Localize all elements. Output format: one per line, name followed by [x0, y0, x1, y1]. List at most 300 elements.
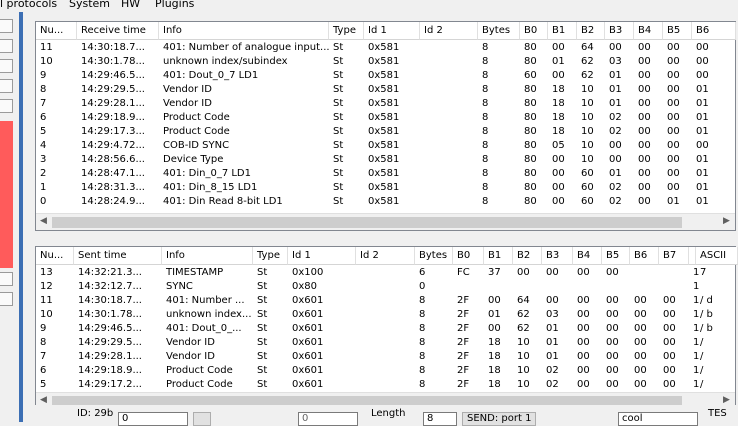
table-row[interactable]	[36, 336, 738, 350]
b0-cell: 2F	[457, 337, 470, 348]
menu-hw[interactable]: HW	[121, 0, 141, 10]
receive-time-cell: 14:28:24.9...	[81, 196, 145, 207]
b4-cell: 00	[638, 112, 651, 123]
sent-time-cell: 14:29:17.2...	[78, 379, 142, 390]
b2-cell	[513, 280, 542, 294]
b3-cell: 01	[546, 323, 559, 334]
id1-cell: 0x601	[292, 295, 324, 306]
b0-cell: 60	[524, 70, 537, 81]
type-cell: St	[333, 84, 344, 95]
b5-column-header[interactable]: B5	[663, 22, 692, 40]
b0-cell: 80	[524, 42, 537, 53]
id1-cell: 0x581	[368, 56, 400, 67]
info-column-header[interactable]: Info	[162, 247, 253, 265]
data-input-value: 0	[302, 413, 309, 424]
b3-cell: 02	[609, 196, 622, 207]
b4-cell: 00	[638, 154, 651, 165]
table-row[interactable]	[36, 322, 738, 336]
sent-message-table	[35, 246, 736, 408]
flag-cell: 1	[693, 295, 700, 306]
b6-cell: 01	[696, 98, 709, 109]
id1-column-header[interactable]: Id 1	[288, 247, 356, 265]
id-dropdown-button[interactable]	[193, 412, 211, 426]
b0-cell: 2F	[457, 379, 470, 390]
b2-cell: 60	[581, 168, 594, 179]
number-cell: 10	[40, 309, 53, 320]
b3-cell: 00	[546, 267, 559, 278]
b1-cell: 18	[552, 84, 565, 95]
b5-cell: 00	[667, 140, 680, 151]
receive-time-cell: 14:30:18.7...	[81, 42, 145, 53]
table-row[interactable]	[36, 125, 736, 139]
scroll-left-icon[interactable]: ◀	[40, 395, 47, 405]
scroll-right-icon[interactable]: ▶	[723, 216, 730, 226]
b2-cell: 10	[517, 337, 530, 348]
bytes-cell: 8	[482, 112, 489, 123]
id2-cell	[420, 181, 478, 195]
b6-column-header[interactable]: B6	[630, 247, 659, 265]
b5-cell: 00	[667, 168, 680, 179]
b1-cell: 00	[552, 168, 565, 179]
id2-cell	[420, 167, 478, 181]
id-input[interactable]	[118, 412, 188, 426]
bytes-cell: 8	[419, 309, 426, 320]
b3-cell	[542, 280, 573, 294]
bytes-cell: 8	[482, 98, 489, 109]
type-cell: St	[333, 168, 344, 179]
b0-cell: FC	[457, 267, 470, 278]
b4-column-header[interactable]: B4	[634, 22, 663, 40]
sent-time-cell: 14:29:18.9...	[78, 365, 142, 376]
receive-time-column-header[interactable]: Receive time	[77, 22, 159, 40]
b5-cell: 00	[606, 267, 619, 278]
b5-cell: 00	[667, 154, 680, 165]
b4-cell: 00	[638, 126, 651, 137]
b5-cell: 00	[667, 98, 680, 109]
menu-protocols[interactable]: l protocols	[0, 0, 58, 10]
info-cell: 401: Din_8_15 LD1	[163, 182, 258, 193]
b0-cell: 2F	[457, 295, 470, 306]
number-cell: 6	[40, 112, 47, 123]
b5-cell: 00	[606, 309, 619, 320]
sent-time-cell: 14:32:21.3...	[78, 267, 142, 278]
ascii-cell: 7	[700, 267, 707, 278]
b1-column-header[interactable]: B1	[484, 247, 513, 265]
type-cell: St	[333, 98, 344, 109]
b6-cell: 00	[634, 365, 647, 376]
b4-cell: 00	[577, 365, 590, 376]
table-row[interactable]	[36, 350, 738, 364]
b4-cell: 00	[638, 98, 651, 109]
b0-cell: 80	[524, 154, 537, 165]
ascii-cell: /	[700, 365, 704, 376]
id1-cell: 0x581	[368, 182, 400, 193]
b2-cell: 10	[581, 112, 594, 123]
b2-cell: 10	[581, 140, 594, 151]
flag-cell: 1	[693, 337, 700, 348]
sent-time-cell: 14:29:46.5...	[78, 323, 142, 334]
b0-column-header[interactable]: B0	[520, 22, 548, 40]
b6-cell: 00	[696, 140, 709, 151]
b1-cell: 00	[552, 42, 565, 53]
table-row[interactable]	[36, 181, 736, 195]
b4-cell: 00	[577, 351, 590, 362]
b4-cell: 00	[638, 196, 651, 207]
table-row[interactable]	[36, 69, 736, 83]
info-cell: 401: Dout_0_7 LD1	[163, 70, 259, 81]
info-cell: 401: Din_0_7 LD1	[163, 168, 251, 179]
b4-cell: 00	[577, 323, 590, 334]
id1-cell: 0x581	[368, 112, 400, 123]
id2-cell	[356, 280, 415, 294]
id1-cell: 0x581	[368, 42, 400, 53]
b3-cell: 02	[609, 112, 622, 123]
number-cell: 4	[40, 140, 47, 151]
bytes-column-header[interactable]: Bytes	[478, 22, 520, 40]
number-cell: 8	[40, 84, 47, 95]
sent-time-column-header[interactable]: Sent time	[74, 247, 162, 265]
info-cell: unknown index...	[166, 309, 252, 320]
bytes-cell: 8	[419, 337, 426, 348]
id2-cell	[356, 350, 415, 364]
type-column-header[interactable]: Type	[253, 247, 288, 265]
number-cell: 13	[40, 267, 53, 278]
receive-horizontal-scrollbar[interactable]	[36, 213, 735, 230]
scroll-right-icon[interactable]: ▶	[723, 395, 730, 405]
table-row[interactable]	[36, 308, 738, 322]
type-cell: St	[257, 337, 268, 348]
b1-cell: 00	[488, 323, 501, 334]
type-cell: St	[257, 295, 268, 306]
bytes-cell: 6	[419, 267, 426, 278]
b6-cell: 01	[696, 168, 709, 179]
info-cell: Vendor ID	[166, 351, 215, 362]
b7-cell: 00	[663, 365, 676, 376]
b2-cell: 62	[581, 70, 594, 81]
b4-cell: 00	[638, 56, 651, 67]
id2-cell	[420, 139, 478, 153]
b4-cell: 00	[638, 140, 651, 151]
b3-cell: 01	[609, 168, 622, 179]
bytes-cell: 8	[419, 351, 426, 362]
ascii-cell: / b	[700, 309, 713, 320]
bytes-cell: 8	[482, 154, 489, 165]
b0-cell: 80	[524, 196, 537, 207]
left-panel-button[interactable]	[0, 39, 13, 53]
id1-cell: 0x581	[368, 168, 400, 179]
sent-time-cell: 14:32:12.7...	[78, 281, 142, 292]
b1-cell: 18	[552, 112, 565, 123]
b6-cell: 01	[696, 84, 709, 95]
menu-system[interactable]: System	[69, 0, 111, 10]
b5-cell: 00	[606, 295, 619, 306]
b1-cell: 37	[488, 267, 501, 278]
b1-cell: 18	[488, 365, 501, 376]
b4-cell: 00	[577, 337, 590, 348]
b1-cell: 00	[488, 295, 501, 306]
flag-cell: 1	[693, 365, 700, 376]
b3-column-header[interactable]: B3	[605, 22, 634, 40]
bytes-cell: 8	[482, 70, 489, 81]
b5-cell: 00	[606, 337, 619, 348]
table-row[interactable]	[36, 41, 736, 55]
b6-column-header[interactable]: B6	[692, 22, 736, 40]
bytes-cell: 8	[419, 379, 426, 390]
table-row[interactable]	[36, 97, 736, 111]
ascii-cell: / b	[700, 323, 713, 334]
b0-column-header[interactable]: B0	[453, 247, 484, 265]
receive-time-cell: 14:30:1.78...	[81, 56, 145, 67]
b2-cell: 60	[581, 196, 594, 207]
sent-time-cell: 14:30:1.78...	[78, 309, 142, 320]
ascii-cell: /	[700, 379, 704, 390]
info-cell: unknown index/subindex	[163, 56, 288, 67]
b1-cell: 18	[552, 126, 565, 137]
b4-cell: 00	[638, 70, 651, 81]
id1-column-header[interactable]: Id 1	[364, 22, 420, 40]
table-row[interactable]	[36, 153, 736, 167]
b7-cell: 00	[663, 295, 676, 306]
send-toolbar	[25, 405, 736, 422]
receive-time-cell: 14:29:29.5...	[81, 84, 145, 95]
b6-cell: 00	[634, 323, 647, 334]
number-column-header[interactable]: Nu...	[36, 22, 77, 40]
b2-cell: 62	[581, 56, 594, 67]
flag-cell: 1	[693, 379, 700, 390]
id1-cell: 0x601	[292, 323, 324, 334]
bytes-cell: 8	[482, 182, 489, 193]
b0-cell: 2F	[457, 365, 470, 376]
table-row[interactable]	[36, 364, 738, 378]
table-row[interactable]	[36, 195, 736, 209]
b3-column-header[interactable]: B3	[542, 247, 573, 265]
left-panel-button[interactable]	[0, 19, 13, 33]
b6-cell: 00	[696, 42, 709, 53]
table-row[interactable]	[36, 111, 736, 125]
b7-column-header[interactable]: B7	[659, 247, 689, 265]
b1-cell: 00	[552, 182, 565, 193]
bytes-cell: 8	[482, 84, 489, 95]
id1-cell: 0x581	[368, 154, 400, 165]
status-indicator	[0, 121, 13, 268]
ascii-cell: /	[700, 337, 704, 348]
b3-cell: 03	[609, 56, 622, 67]
info-cell: Product Code	[163, 112, 230, 123]
b7-cell	[659, 280, 689, 294]
id1-cell: 0x601	[292, 309, 324, 320]
table-row[interactable]	[36, 294, 738, 308]
number-cell: 1	[40, 182, 47, 193]
b5-column-header[interactable]: B5	[602, 247, 630, 265]
type-cell: St	[257, 379, 268, 390]
number-cell: 0	[40, 196, 47, 207]
id2-cell	[356, 336, 415, 350]
b0-cell: 80	[524, 182, 537, 193]
send-button[interactable]: SEND: port 1	[462, 412, 536, 426]
b7-cell: 00	[663, 351, 676, 362]
b3-cell: 02	[609, 126, 622, 137]
b4-cell	[573, 280, 602, 294]
table-row[interactable]	[36, 83, 736, 97]
flag-column-header[interactable]	[689, 247, 696, 265]
info-column-header[interactable]: Info	[159, 22, 329, 40]
bytes-cell: 8	[419, 295, 426, 306]
left-panel-button[interactable]	[0, 79, 13, 93]
id2-cell	[420, 55, 478, 69]
b4-cell: 00	[638, 42, 651, 53]
menu-bar	[0, 0, 736, 12]
id2-cell	[420, 195, 478, 209]
type-cell: St	[333, 70, 344, 81]
number-cell: 5	[40, 126, 47, 137]
info-cell: Vendor ID	[163, 98, 212, 109]
ascii-column-header[interactable]: ASCII	[696, 247, 738, 265]
b4-column-header[interactable]: B4	[573, 247, 602, 265]
bytes-cell: 8	[482, 168, 489, 179]
b2-cell: 64	[517, 295, 530, 306]
length-input[interactable]	[423, 412, 457, 426]
left-panel-button[interactable]	[0, 292, 13, 306]
table-row[interactable]	[36, 266, 738, 280]
id2-cell	[356, 294, 415, 308]
id1-cell: 0x581	[368, 84, 400, 95]
b5-cell: 00	[606, 379, 619, 390]
info-cell: Product Code	[166, 379, 233, 390]
id2-cell	[356, 308, 415, 322]
flag-cell: 1	[693, 351, 700, 362]
b4-cell: 00	[577, 379, 590, 390]
id2-column-header[interactable]: Id 2	[356, 247, 415, 265]
b6-cell: 01	[696, 126, 709, 137]
b5-cell	[602, 280, 630, 294]
data-input[interactable]	[298, 412, 358, 426]
options-select[interactable]	[618, 412, 698, 426]
b0-cell: 80	[524, 168, 537, 179]
id2-cell	[356, 266, 415, 280]
receive-time-cell: 14:29:4.72...	[81, 140, 145, 151]
b0-cell: 80	[524, 56, 537, 67]
type-cell: St	[257, 281, 268, 292]
bytes-cell: 8	[419, 365, 426, 376]
id2-column-header[interactable]: Id 2	[420, 22, 478, 40]
b5-cell: 01	[667, 196, 680, 207]
table-row[interactable]	[36, 280, 738, 294]
b5-cell: 00	[667, 56, 680, 67]
b6-cell: 01	[696, 112, 709, 123]
type-cell: St	[333, 42, 344, 53]
id2-cell	[356, 322, 415, 336]
b0-cell: 80	[524, 84, 537, 95]
b2-column-header[interactable]: B2	[577, 22, 605, 40]
info-cell: Vendor ID	[163, 84, 212, 95]
b2-column-header[interactable]: B2	[513, 247, 542, 265]
b1-cell: 00	[552, 154, 565, 165]
type-cell: St	[333, 196, 344, 207]
b5-cell: 00	[667, 126, 680, 137]
receive-time-cell: 14:29:17.3...	[81, 126, 145, 137]
b1-cell: 18	[488, 379, 501, 390]
b6-cell	[630, 280, 659, 294]
b1-cell: 01	[488, 309, 501, 320]
table-row[interactable]	[36, 167, 736, 181]
b1-cell: 00	[552, 70, 565, 81]
right-label: TES	[708, 408, 727, 419]
b6-cell: 00	[634, 351, 647, 362]
table-row[interactable]	[36, 378, 738, 392]
b2-cell: 60	[581, 182, 594, 193]
table-row[interactable]	[36, 55, 736, 69]
info-cell: COB-ID SYNC	[163, 140, 230, 151]
type-column-header[interactable]: Type	[329, 22, 364, 40]
b5-cell: 00	[667, 70, 680, 81]
table-row[interactable]	[36, 139, 736, 153]
type-cell: St	[257, 365, 268, 376]
left-panel-button[interactable]	[0, 272, 13, 286]
bytes-cell: 8	[419, 323, 426, 334]
type-cell: St	[333, 126, 344, 137]
b3-cell: 01	[609, 84, 622, 95]
number-column-header[interactable]: Nu...	[36, 247, 74, 265]
id2-cell	[420, 111, 478, 125]
b3-cell: 00	[609, 140, 622, 151]
splitter-bar[interactable]	[19, 12, 23, 422]
b2-cell: 10	[581, 126, 594, 137]
flag-cell: 1	[693, 281, 700, 292]
b0-cell: 80	[524, 112, 537, 123]
id1-cell: 0x601	[292, 365, 324, 376]
b6-cell: 01	[696, 182, 709, 193]
b3-cell: 01	[546, 351, 559, 362]
id2-cell	[420, 97, 478, 111]
scroll-left-icon[interactable]: ◀	[40, 216, 47, 226]
info-cell: Product Code	[166, 365, 233, 376]
number-cell: 2	[40, 168, 47, 179]
info-cell: Product Code	[163, 126, 230, 137]
receive-time-cell: 14:29:18.9...	[81, 112, 145, 123]
number-cell: 9	[40, 323, 47, 334]
id2-cell	[420, 69, 478, 83]
left-panel-button[interactable]	[0, 59, 13, 73]
b6-cell: 01	[696, 154, 709, 165]
ascii-cell	[696, 280, 738, 294]
left-panel-button[interactable]	[0, 99, 13, 113]
type-cell: St	[333, 154, 344, 165]
ascii-cell: /	[700, 351, 704, 362]
b3-cell: 00	[609, 42, 622, 53]
b0-cell: 80	[524, 126, 537, 137]
id1-cell: 0x581	[368, 70, 400, 81]
id2-cell	[420, 153, 478, 167]
sent-time-cell: 14:30:18.7...	[78, 295, 142, 306]
type-cell: St	[257, 309, 268, 320]
b6-cell: 00	[634, 309, 647, 320]
scrollbar-thumb[interactable]	[52, 217, 682, 228]
b1-column-header[interactable]: B1	[548, 22, 577, 40]
menu-plugins[interactable]: Plugins	[155, 0, 195, 10]
id1-cell: 0x100	[292, 267, 324, 278]
receive-time-cell: 14:28:56.6...	[81, 154, 145, 165]
id2-cell	[420, 41, 478, 55]
id1-cell: 0x581	[368, 196, 400, 207]
b3-cell: 01	[609, 98, 622, 109]
b6-cell: 00	[696, 70, 709, 81]
b2-cell: 10	[581, 98, 594, 109]
b5-cell: 00	[667, 84, 680, 95]
b7-cell: 00	[663, 309, 676, 320]
b3-cell: 00	[609, 154, 622, 165]
bytes-column-header[interactable]: Bytes	[415, 247, 453, 265]
b7-cell: 00	[663, 323, 676, 334]
